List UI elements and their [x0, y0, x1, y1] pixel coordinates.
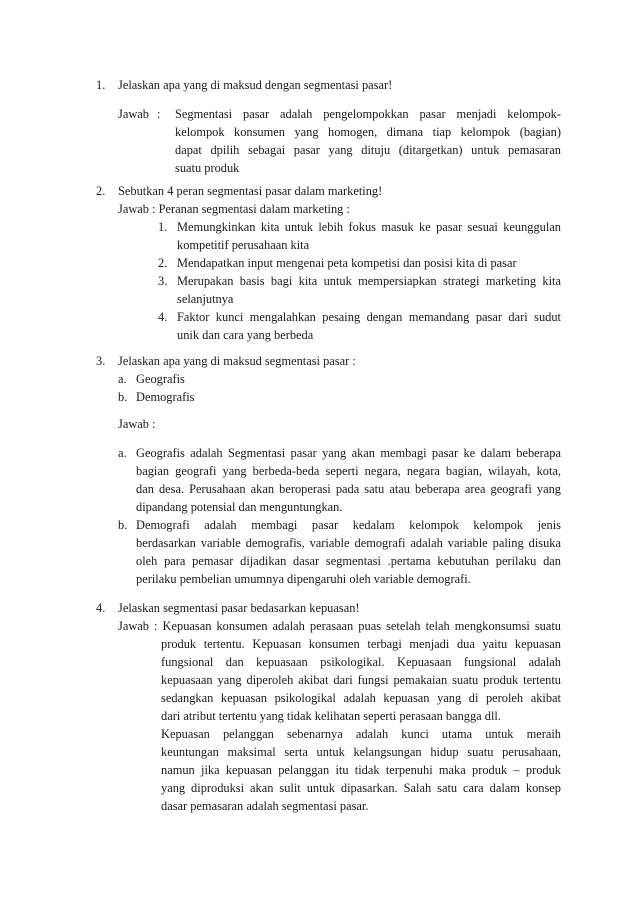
q3-answer-b-line-4: perilaku pembelian umumnya dipengaruhi oleh variable demografi. — [136, 572, 471, 586]
q1-answer-line-1: Segmentasi pasar adalah pengelompokkan pasar menjadi kelompok- — [175, 107, 561, 121]
q1-colon: : — [157, 107, 161, 121]
q3-question: Jelaskan apa yang di maksud segmentasi pasar : — [118, 354, 356, 368]
q3-answer-a-line-4: dipandang potensial dan menguntungkan. — [136, 500, 343, 514]
q3-number: 3. — [96, 354, 106, 368]
q2-item-4-line-1: Faktor kunci mengalahkan pesaing dengan memandang pasar dari sudut — [177, 310, 561, 324]
q4-line-8: namun jika kepuasan pelanggan itu tidak terpenuhi maka produk – produk — [161, 763, 561, 777]
q2-question: Sebutkan 4 peran segmentasi pasar dalam marketing! — [118, 184, 383, 198]
q4-line-5: dari atribut tertentu yang tidak kelihatan seperti perasaan bangga dll. — [161, 709, 501, 723]
q3-sub-a-letter: a. — [118, 372, 127, 386]
q2-number: 2. — [96, 184, 106, 198]
q2-item-4-line-2: unik dan cara yang berbeda — [177, 328, 314, 342]
q4-jawab-first-line: Jawab : Kepuasan konsumen adalah perasaan puas setelah telah mengkonsumsi suatu — [118, 619, 561, 633]
q3-sub-a-text: Geografis — [136, 372, 185, 386]
q3-sub-b-text: Demografis — [136, 390, 195, 404]
q3-answer-a-line-2: bagian geografi yang berbeda-beda seperti negara, negara bagian, wilayah, kota, — [136, 464, 561, 478]
q4-line-10: dasar pemasaran adalah segmentasi pasar. — [161, 799, 369, 813]
q4-number: 4. — [96, 601, 106, 615]
q3-sub-b-letter: b. — [118, 390, 128, 404]
q4-question: Jelaskan segmentasi pasar bedasarkan kepuasan! — [118, 601, 360, 615]
q1-answer-line-3: dapat dpilih sebagai pasar yang dituju (ditargetkan) untuk pemasaran — [175, 143, 561, 157]
q4-line-1: produk tertentu. Kepuasan konsumen terbagi menjadi dua yaitu kepuasan — [161, 637, 561, 651]
q2-item-3-number: 3. — [158, 274, 168, 288]
q3-answer-b-letter: b. — [118, 518, 128, 532]
q2-item-1-line-1: Memungkinkan kita untuk lebih fokus masuk ke pasar sesuai keunggulan — [177, 220, 561, 234]
q4-line-3: kepuasaan yang diperoleh akibat dari fungsi pemakaian suatu produk tertentu — [161, 673, 561, 687]
q2-jawab: Jawab : Peranan segmentasi dalam marketing : — [118, 202, 350, 216]
q1-jawab-label: Jawab — [118, 107, 149, 121]
q3-answer-a-line-1: Geografis adalah Segmentasi pasar yang akan membagi pasar ke dalam beberapa — [136, 446, 561, 460]
q3-answer-a-letter: a. — [118, 446, 127, 460]
q2-item-1-line-2: kompetitif perusahaan kita — [177, 238, 310, 252]
q4-line-9: yang diproduksi akan sulit untuk dipasarkan. Salah satu cara dalam konsep — [161, 781, 561, 795]
q4-line-6: Kepuasan pelanggan sebenarnya adalah kunci utama untuk meraih — [161, 727, 561, 741]
q2-item-2-line-1: Mendapatkan input mengenai peta kompetisi dan posisi kita di pasar — [177, 256, 517, 270]
q3-answer-a-line-3: dan desa. Perusahaan akan beroperasi pada satu atau beberapa area geografi yang — [136, 482, 561, 496]
q2-item-1-number: 1. — [158, 220, 168, 234]
q1-number: 1. — [96, 78, 106, 92]
q2-item-3-line-1: Merupakan basis bagi kita untuk mempersiapkan strategi marketing kita — [177, 274, 561, 288]
q1-answer-line-4: suatu produk — [175, 161, 240, 175]
q1-question: Jelaskan apa yang di maksud dengan segmentasi pasar! — [118, 78, 393, 92]
q4-line-4: sedangkan kepuasan psikologikal adalah kepuasan yang di peroleh akibat — [161, 691, 561, 705]
q1-answer-line-2: kelompok konsumen yang homogen, dimana tiap kelompok (bagian) — [175, 125, 561, 139]
q4-line-2: fungsional dan kepuasaan psikologikal. Kepuasaan fungsional adalah — [161, 655, 561, 669]
q4-line-7: keuntungan maksimal serta untuk kelangsungan hidup suatu perusahaan, — [161, 745, 561, 759]
q3-answer-b-line-1: Demografi adalah membagi pasar kedalam kelompok kelompok jenis — [136, 518, 561, 532]
q3-answer-b-line-3: oleh para pemasar dijadikan dasar segmentasi .pertama kebutuhan perilaku dan — [136, 554, 561, 568]
q2-item-2-number: 2. — [158, 256, 168, 270]
q2-item-3-line-2: selanjutnya — [177, 292, 234, 306]
q3-jawab: Jawab : — [118, 417, 156, 431]
q3-answer-b-line-2: berdasarkan variable demografis, variable demografi adalah variable paling disuka — [136, 536, 561, 550]
q2-item-4-number: 4. — [158, 310, 168, 324]
